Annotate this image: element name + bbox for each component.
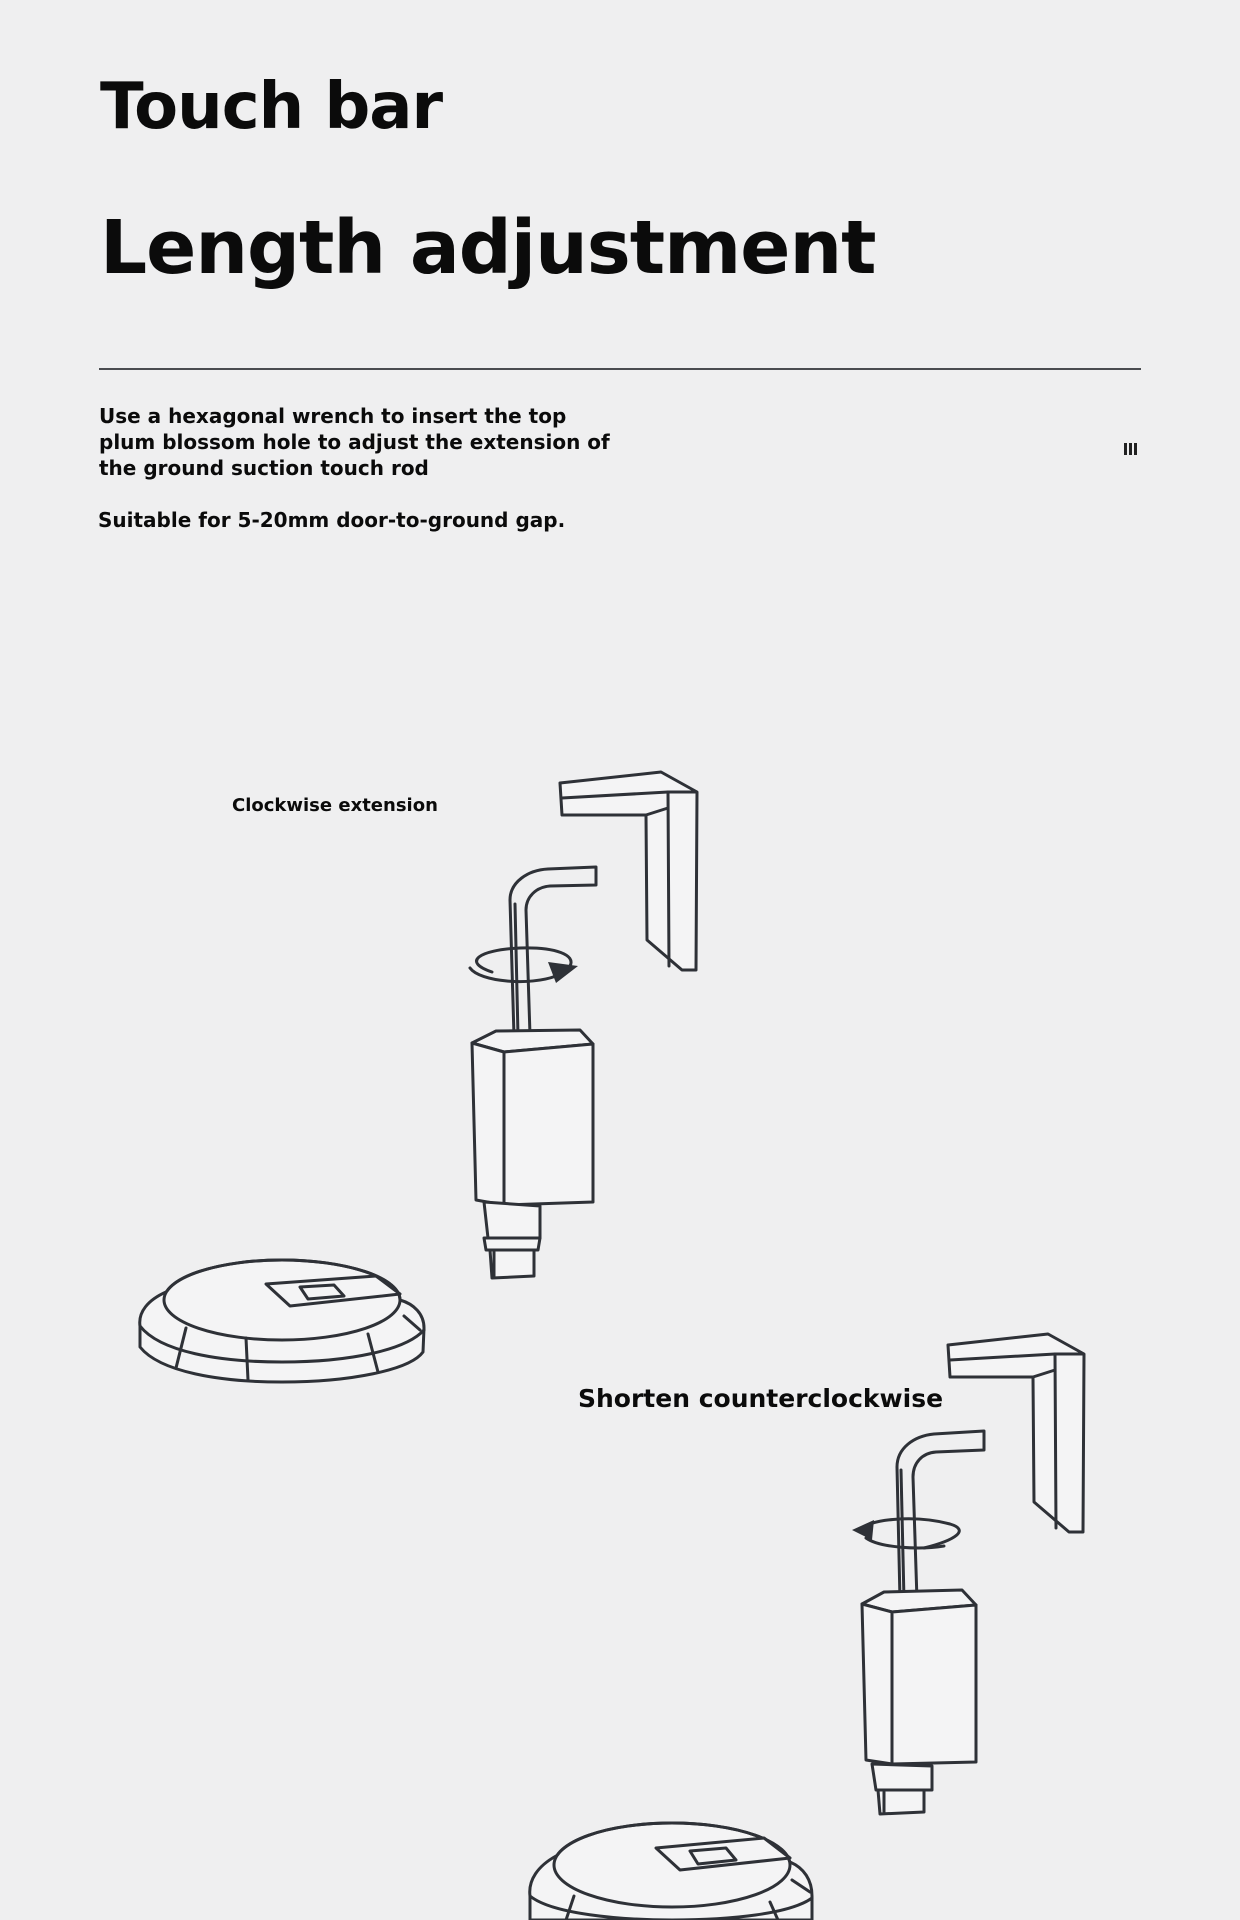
clockwise-rotation-arrow-icon	[470, 948, 578, 983]
top-rod-body-illustration	[472, 1030, 593, 1278]
top-door-bracket-illustration	[560, 772, 697, 970]
bottom-floor-base-illustration	[530, 1823, 812, 1920]
page-title: Touch bar	[100, 70, 443, 144]
counterclockwise-rotation-arrow-icon	[852, 1519, 959, 1548]
clockwise-extension-label: Clockwise extension	[232, 795, 438, 816]
bottom-hex-wrench-illustration	[897, 1431, 984, 1600]
top-floor-base-illustration	[140, 1260, 424, 1382]
page-subtitle: Length adjustment	[100, 205, 876, 291]
instruction-text: Use a hexagonal wrench to insert the top plum blossom hole to adjust the extension of the ground suction touch rod	[99, 404, 610, 480]
gap-range-note: Suitable for 5-20mm door-to-ground gap.	[98, 508, 566, 532]
bottom-rod-body-illustration	[862, 1590, 976, 1814]
counterclockwise-shorten-label: Shorten counterclockwise	[578, 1384, 944, 1413]
